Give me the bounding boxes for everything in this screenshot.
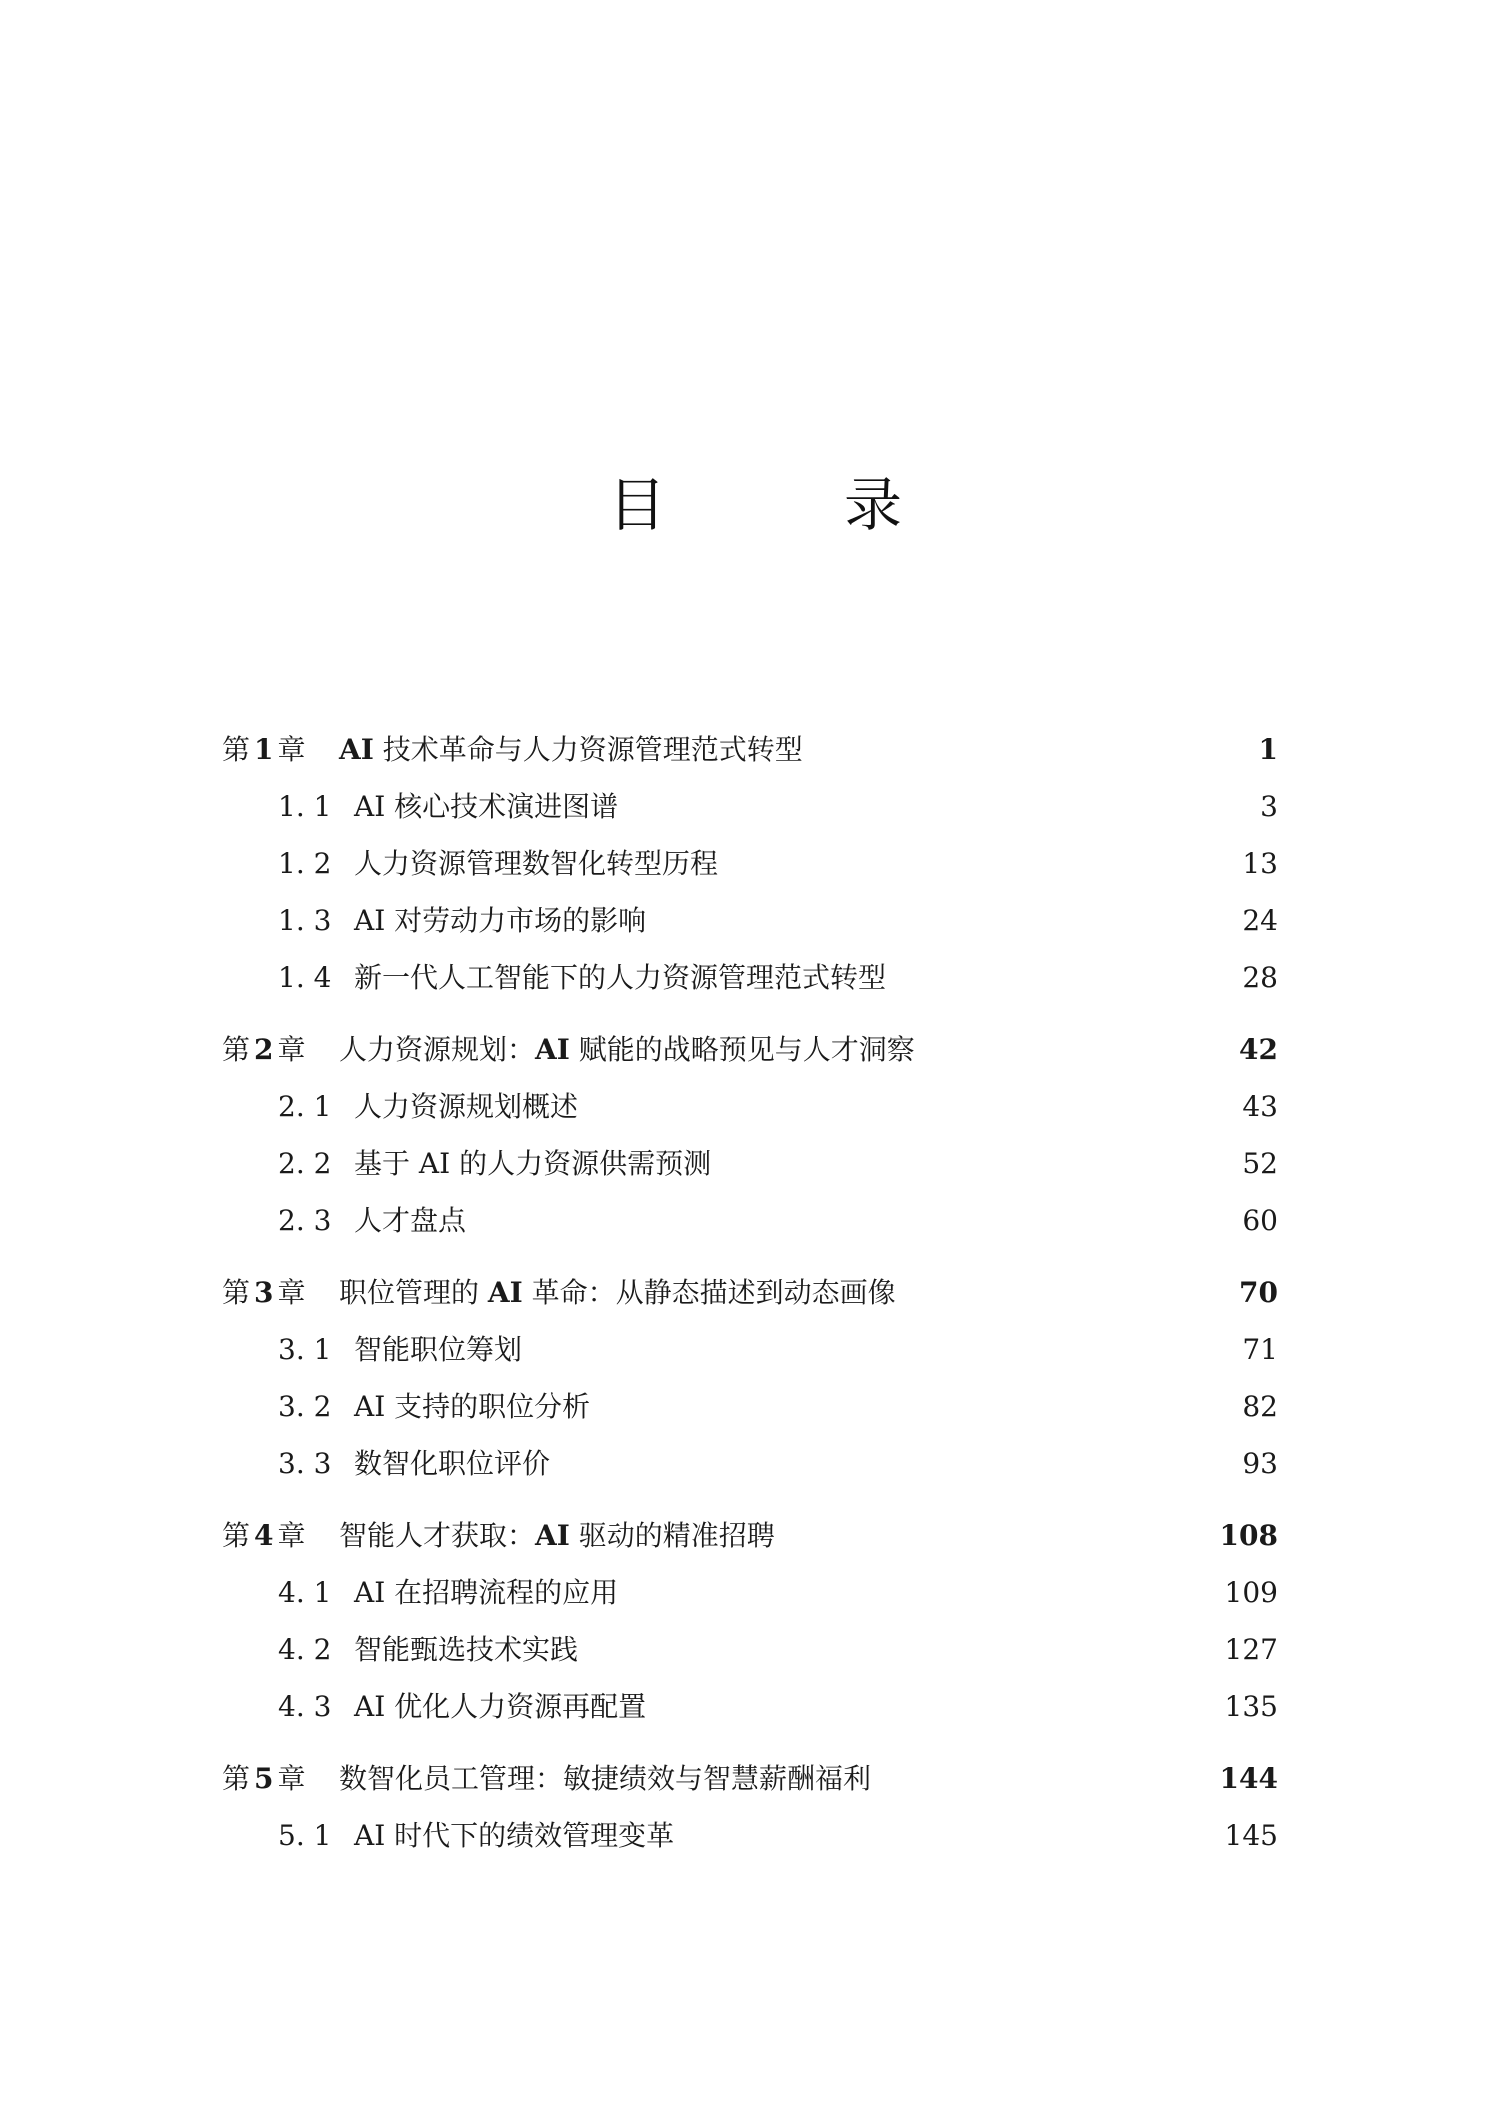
toc-section-entry bbox=[222, 1678, 1278, 1735]
section-number: 1. 1 bbox=[278, 790, 332, 823]
section-title: AI 时代下的绩效管理变革 bbox=[354, 1819, 675, 1852]
page-number: 109 bbox=[1224, 1576, 1278, 1609]
chapter-number bbox=[222, 1264, 339, 1321]
toc-section-entry bbox=[222, 1564, 1278, 1621]
section-number: 2. 3 bbox=[278, 1204, 332, 1237]
chapter-prefix: 第 bbox=[222, 1276, 251, 1309]
chapter-title-part: 数智化员工管理：敏捷绩效与智慧薪酬福利 bbox=[339, 1762, 872, 1795]
section-title: AI 核心技术演进图谱 bbox=[354, 790, 619, 823]
chapter-title bbox=[339, 721, 1278, 778]
page-number: 60 bbox=[1242, 1204, 1278, 1237]
page-number: 24 bbox=[1242, 904, 1278, 937]
section-number: 1. 4 bbox=[278, 961, 332, 994]
section-number: 2. 2 bbox=[278, 1147, 332, 1180]
chapter-title bbox=[339, 1507, 1278, 1564]
toc-section-entry bbox=[222, 1435, 1278, 1492]
chapter-title-part: 人力资源规划： bbox=[339, 1033, 536, 1066]
toc-section-entry bbox=[222, 1078, 1278, 1135]
chapter-prefix: 第 bbox=[222, 1033, 251, 1066]
chapter-suffix: 章 bbox=[277, 1276, 306, 1309]
section-number: 1. 3 bbox=[278, 904, 332, 937]
chapter-suffix: 章 bbox=[277, 733, 306, 766]
page-number: 145 bbox=[1224, 1819, 1278, 1852]
section-title: 基于 AI 的人力资源供需预测 bbox=[354, 1147, 712, 1180]
toc-section-entry bbox=[222, 1807, 1278, 1864]
section-title: 人力资源规划概述 bbox=[354, 1090, 579, 1123]
chapter-prefix: 第 bbox=[222, 733, 251, 766]
page-number: 3 bbox=[1260, 790, 1278, 823]
section-number: 2. 1 bbox=[278, 1090, 332, 1123]
toc-chapter-entry bbox=[222, 1507, 1278, 1564]
section-title: AI 在招聘流程的应用 bbox=[354, 1576, 619, 1609]
section-number: 4. 3 bbox=[278, 1690, 332, 1723]
chapter-number bbox=[222, 1021, 339, 1078]
chapter-index: 5 bbox=[254, 1762, 274, 1795]
section-number: 4. 1 bbox=[278, 1576, 332, 1609]
page-title: 目 录 bbox=[607, 471, 962, 539]
toc-chapter-entry bbox=[222, 721, 1278, 778]
table-of-contents bbox=[222, 721, 1278, 1864]
chapter-title-part: 技术革命与人力资源管理范式转型 bbox=[373, 733, 803, 766]
toc-section-entry bbox=[222, 892, 1278, 949]
page-number: 135 bbox=[1224, 1690, 1278, 1723]
section-title: AI 优化人力资源再配置 bbox=[354, 1690, 647, 1723]
section-title: 数智化职位评价 bbox=[354, 1447, 551, 1480]
toc-section-entry bbox=[222, 1135, 1278, 1192]
chapter-index: 2 bbox=[254, 1033, 274, 1066]
section-title: AI 对劳动力市场的影响 bbox=[354, 904, 647, 937]
page-number: 82 bbox=[1242, 1390, 1278, 1423]
chapter-title bbox=[339, 1021, 1278, 1078]
chapter-number bbox=[222, 721, 339, 778]
chapter-title-part: 革命：从静态描述到动态画像 bbox=[522, 1276, 896, 1309]
chapter-title-part: AI bbox=[535, 1519, 570, 1552]
chapter-title-part: AI bbox=[535, 1033, 570, 1066]
page-number: 70 bbox=[1239, 1276, 1278, 1309]
chapter-title-part: AI bbox=[339, 733, 374, 766]
chapter-title-part: 智能人才获取： bbox=[339, 1519, 536, 1552]
section-title: AI 支持的职位分析 bbox=[354, 1390, 591, 1423]
section-title: 人才盘点 bbox=[354, 1204, 467, 1237]
section-number: 3. 3 bbox=[278, 1447, 332, 1480]
toc-section-entry bbox=[222, 1192, 1278, 1249]
chapter-title bbox=[339, 1750, 1278, 1807]
chapter-index: 3 bbox=[254, 1276, 274, 1309]
page-number: 93 bbox=[1242, 1447, 1278, 1480]
chapter-title-part: 职位管理的 bbox=[339, 1276, 488, 1309]
page-number: 42 bbox=[1239, 1033, 1278, 1066]
section-number: 3. 2 bbox=[278, 1390, 332, 1423]
page-number: 144 bbox=[1219, 1762, 1278, 1795]
chapter-suffix: 章 bbox=[277, 1519, 306, 1552]
chapter-index: 4 bbox=[254, 1519, 274, 1552]
section-number: 1. 2 bbox=[278, 847, 332, 880]
chapter-suffix: 章 bbox=[277, 1762, 306, 1795]
page-number: 127 bbox=[1224, 1633, 1278, 1666]
section-number: 4. 2 bbox=[278, 1633, 332, 1666]
toc-section-entry bbox=[222, 778, 1278, 835]
toc-section-entry bbox=[222, 1621, 1278, 1678]
page-number: 43 bbox=[1242, 1090, 1278, 1123]
chapter-prefix: 第 bbox=[222, 1762, 251, 1795]
chapter-number bbox=[222, 1507, 339, 1564]
toc-section-entry bbox=[222, 835, 1278, 892]
chapter-prefix: 第 bbox=[222, 1519, 251, 1552]
chapter-suffix: 章 bbox=[277, 1033, 306, 1066]
toc-chapter-entry bbox=[222, 1750, 1278, 1807]
toc-chapter-entry bbox=[222, 1021, 1278, 1078]
page-number: 52 bbox=[1242, 1147, 1278, 1180]
toc-chapter-entry bbox=[222, 1264, 1278, 1321]
chapter-title-part: 赋能的战略预见与人才洞察 bbox=[569, 1033, 915, 1066]
page-number: 108 bbox=[1219, 1519, 1278, 1552]
section-title: 新一代人工智能下的人力资源管理范式转型 bbox=[354, 961, 887, 994]
chapter-title-part: AI bbox=[487, 1276, 523, 1309]
chapter-index: 1 bbox=[254, 733, 274, 766]
toc-section-entry bbox=[222, 1378, 1278, 1435]
section-number: 3. 1 bbox=[278, 1333, 332, 1366]
toc-section-entry bbox=[222, 949, 1278, 1006]
page-number: 28 bbox=[1242, 961, 1278, 994]
toc-section-entry bbox=[222, 1321, 1278, 1378]
chapter-title bbox=[339, 1264, 1278, 1321]
section-title: 人力资源管理数智化转型历程 bbox=[354, 847, 719, 880]
section-number: 5. 1 bbox=[278, 1819, 332, 1852]
page-number: 1 bbox=[1258, 733, 1278, 766]
chapter-title-part: 驱动的精准招聘 bbox=[569, 1519, 775, 1552]
page-number: 13 bbox=[1242, 847, 1278, 880]
chapter-number bbox=[222, 1750, 339, 1807]
section-title: 智能职位筹划 bbox=[354, 1333, 523, 1366]
section-title: 智能甄选技术实践 bbox=[354, 1633, 579, 1666]
page-number: 71 bbox=[1242, 1333, 1278, 1366]
